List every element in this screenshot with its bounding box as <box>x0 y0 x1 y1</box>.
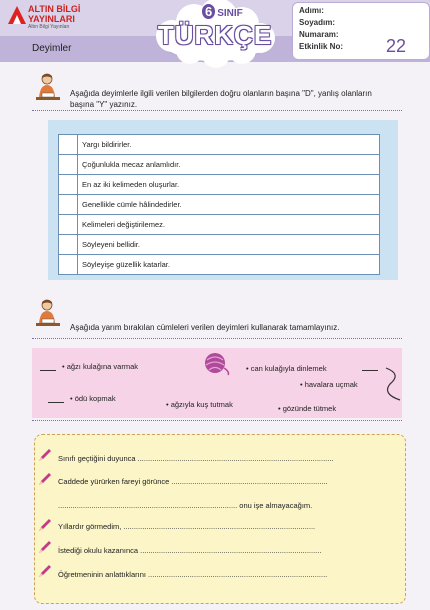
answer-box[interactable] <box>59 195 78 215</box>
answer-box[interactable] <box>59 135 78 155</box>
reading-student-icon <box>34 72 62 108</box>
page-number: 22 <box>386 36 407 56</box>
table-row <box>59 175 380 195</box>
dotted-divider <box>32 338 402 339</box>
logo-text: ALTIN BİLGİ YAYINLARI <box>28 4 81 24</box>
idiom-option: • ağzıyla kuş tutmak <box>166 400 233 409</box>
idiom-option: • ağzı kulağına varmak <box>62 362 138 371</box>
sentence-line[interactable]: ...................................................................................... onu işe almayacağım. <box>58 501 313 510</box>
info-surname-label: Soyadım: <box>299 18 336 27</box>
table-row <box>59 215 380 235</box>
table-row <box>59 195 380 215</box>
answer-blank[interactable] <box>362 370 378 371</box>
statement-text: Çoğunlukla mecaz anlamlıdır. <box>78 155 380 175</box>
answer-box[interactable] <box>59 215 78 235</box>
statement-text: En az iki kelimeden oluşurlar. <box>78 175 380 195</box>
info-name-label: Adımı: <box>299 6 324 15</box>
table-row <box>59 235 380 255</box>
true-false-table <box>58 134 380 275</box>
pencil-icon <box>38 518 52 532</box>
statement-text: Yargı bildirirler. <box>78 135 380 155</box>
pencil-icon <box>38 472 52 486</box>
info-activity-label: Etkinlik No: <box>299 42 344 51</box>
idiom-option: • can kulağıyla dinlemek <box>246 364 327 373</box>
pencil-icon <box>38 448 52 462</box>
statement-text: Genellikle cümle hâlindedirler. <box>78 195 380 215</box>
answer-blank[interactable] <box>40 370 56 371</box>
answer-box[interactable] <box>59 175 78 195</box>
publisher-logo <box>6 2 86 32</box>
dotted-divider <box>32 420 402 421</box>
section1-instruction: Aşağıda deyimlerle ilgili verilen bilgilerden doğru olanların başına "D", yanlış olanların başına "Y" yazınız. <box>70 89 372 109</box>
idiom-option: • gözünde tütmek <box>278 404 337 413</box>
answer-box[interactable] <box>59 235 78 255</box>
logo-icon <box>6 4 28 26</box>
statement-text: Söyleyişe güzellik katarlar. <box>78 255 380 275</box>
table-row <box>59 255 380 275</box>
info-number-label: Numaram: <box>299 30 339 39</box>
yarn-ball-icon <box>202 350 232 376</box>
idiom-option: • ödü kopmak <box>70 394 116 403</box>
idiom-option: • havalara uçmak <box>300 380 358 389</box>
answer-box[interactable] <box>59 155 78 175</box>
logo-subtitle: Altın Bilgi Yayınları <box>28 24 70 30</box>
statement-text: Kelimeleri değiştirilemez. <box>78 215 380 235</box>
table-row <box>59 135 380 155</box>
statement-text: Söyleyeni bellidir. <box>78 235 380 255</box>
subject-title: TÜRKÇE <box>157 20 273 50</box>
answer-blank[interactable] <box>48 402 64 403</box>
sentence-line[interactable]: Öğretmeninin anlattıklarını ...................................................................................... <box>58 570 328 579</box>
pencil-icon <box>38 564 52 578</box>
sentence-line[interactable]: Caddede yürürken fareyi görünce ........................................................................... <box>58 477 328 486</box>
topic-title: Deyimler <box>32 43 72 54</box>
pencil-icon <box>38 540 52 554</box>
sentence-line[interactable]: İstediği okulu kazanınca ....................................................................................... <box>58 546 322 555</box>
grade-label: 6 SINIF <box>202 4 243 19</box>
student-info-box <box>292 2 430 60</box>
section2-instruction: Aşağıda yarım bırakılan cümleleri verilen deyimleri kullanarak tamamlayınız. <box>70 323 340 332</box>
sentence-line[interactable]: Yıllardır görmedim, ............................................................................................ <box>58 522 316 531</box>
table-row <box>59 155 380 175</box>
sentence-line[interactable]: Sınıfı geçtiğini duyunca .............................................................................................. <box>58 454 334 463</box>
yarn-thread-icon <box>384 366 404 402</box>
reading-student-icon <box>34 298 62 334</box>
answer-box[interactable] <box>59 255 78 275</box>
dotted-divider <box>32 110 402 111</box>
